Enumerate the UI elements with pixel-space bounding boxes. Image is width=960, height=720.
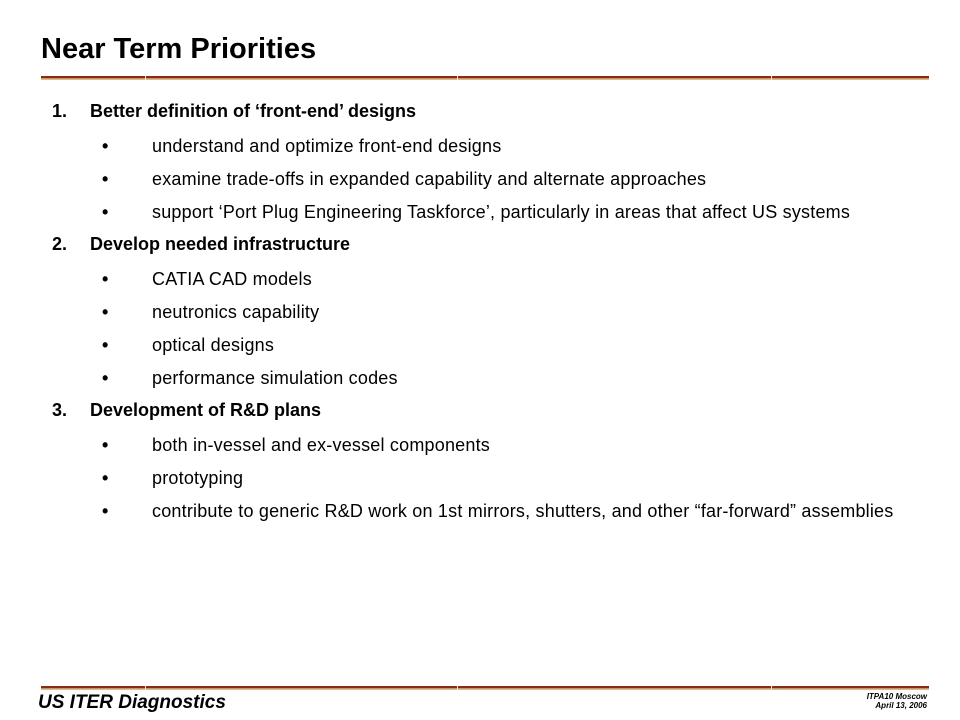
bullet-symbol: •: [102, 269, 109, 289]
bullet-symbol: •: [102, 136, 109, 156]
divider-tick: [771, 76, 772, 80]
bullet-text: prototyping: [152, 468, 244, 488]
footer-organization: US ITER Diagnostics: [38, 692, 226, 713]
section-1: [52, 100, 932, 224]
bullet-item: [52, 134, 932, 158]
bullet-text: support ‘Port Plug Engineering Taskforce’, particularly in areas that affect US systems: [152, 202, 851, 222]
bullet-item: [52, 267, 932, 291]
bullet-item: [52, 167, 932, 191]
divider-tick: [457, 686, 458, 690]
footer-meta: [867, 692, 927, 710]
divider-tick: [771, 686, 772, 690]
bullet-symbol: •: [102, 501, 109, 521]
bullet-text: both in-vessel and ex-vessel components: [152, 435, 490, 455]
section-heading-text: Develop needed infrastructure: [90, 234, 351, 254]
section-heading: [52, 100, 932, 122]
bullet-text: performance simulation codes: [152, 368, 398, 388]
bullet-symbol: •: [102, 302, 109, 322]
section-number: 1.: [52, 101, 68, 121]
section-3: [52, 399, 932, 523]
section-heading-text: Development of R&D plans: [90, 400, 322, 420]
bullet-item: [52, 300, 932, 324]
bullet-symbol: •: [102, 169, 109, 189]
bullet-symbol: •: [102, 335, 109, 355]
bullet-item: [52, 200, 932, 224]
slide-title: Near Term Priorities: [41, 33, 317, 65]
bullet-text: CATIA CAD models: [152, 269, 312, 289]
bullet-symbol: •: [102, 202, 109, 222]
section-heading: [52, 399, 932, 421]
section-2: [52, 233, 932, 390]
divider-tick: [145, 76, 146, 80]
bullet-symbol: •: [102, 435, 109, 455]
bullet-item: [52, 433, 932, 457]
footer-date: April 13, 2006: [875, 701, 927, 710]
bullet-text: neutronics capability: [152, 302, 320, 322]
bullet-item: [52, 466, 932, 490]
bullet-text: understand and optimize front-end designs: [152, 136, 502, 156]
section-number: 2.: [52, 234, 68, 254]
section-number: 3.: [52, 400, 68, 420]
bullet-item: [52, 499, 932, 523]
bullet-symbol: •: [102, 468, 109, 488]
section-heading: [52, 233, 932, 255]
slide-body: [52, 100, 932, 532]
bullet-item: [52, 333, 932, 357]
section-heading-text: Better definition of ‘front-end’ designs: [90, 101, 416, 121]
bullet-text: examine trade-offs in expanded capability and alternate approaches: [152, 169, 707, 189]
bullet-symbol: •: [102, 368, 109, 388]
divider-tick: [457, 76, 458, 80]
bullet-text: optical designs: [152, 335, 275, 355]
bullet-item: [52, 366, 932, 390]
title-divider: [41, 76, 929, 80]
footer-event: ITPA10 Moscow: [866, 692, 927, 701]
bullet-text: contribute to generic R&D work on 1st mirrors, shutters, and other “far-forward” assemblies: [152, 501, 894, 521]
